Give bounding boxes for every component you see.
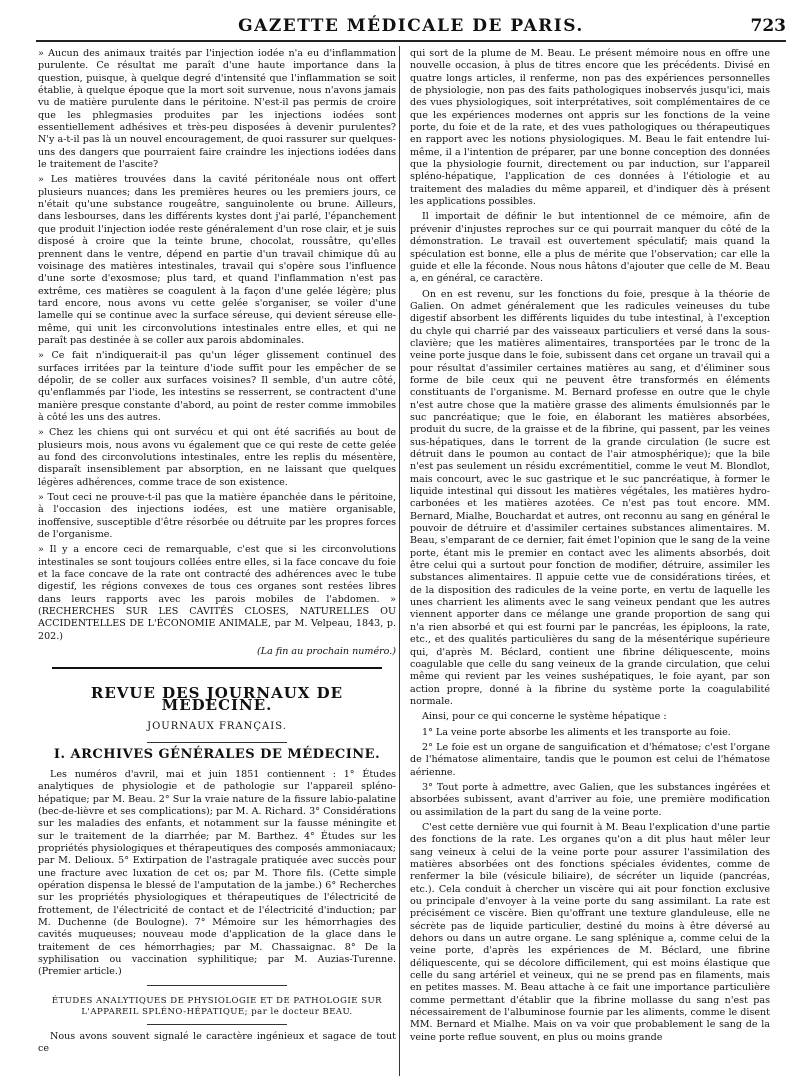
paragraph: Nous avons souvent signalé le caractère ingénieux et sagace de tout ce (38, 1030, 396, 1055)
paragraph: On en est revenu, sur les fonctions du foie, presque à la théorie de Galien. On admet généralement que les radicules veineuses du tube digestif absorbent les différents liquides du tube intestinal, à l'exception du chyle qui charrié par des vaisseaux particuliers et versé dans la sous-clavière; que les matières alimentaires, transportées par le tronc de la veine porte jusque dans le foie, subissent dans cet organe un travail qui a pour résultat d'assimiler certaines matières au sang, et d'éliminer sous forme de bile ceux qui ne peuvent être transformés en éléments constituants de l'organisme. M. Bernard professe en outre que le chyle n'est autre chose que la matière grasse des aliments émulsionnés par le suc pancréatique; que le foie, en élaborant les matières absorbées, produit du sucre, de la graisse et de la fibrine, qui passent, par les veines sus-hépatiques, dans le torrent de la grande circulation (le sucre est détruit dans le poumon au contact de l'air atmosphérique); que la bile n'est pas seulement un résidu excrémentitiel, comme le veut M. Blondlot, mais concourt, avec le suc gastrique et le suc pancréatique, à former le liquide intestinal qui dissout les matières végétales, les matières hydro-carbonées et les matières azotées. Ce n'est pas tout encore. MM. Bernard, Mialhe, Bouchardat et autres, ont reconnu au sang en général le pouvoir de détruire et d'assimiler certaines substances alimentaires. M. Beau, s'emparant de ce dernier, fait émet l'opinion que le sang de la veine porte, étant mis le premier en contact avec les aliments absorbés, doit être celui qui a surtout pour fonction de modifier, détruire, assimiler les substances alimentaires. Il appuie cette vue de considérations tirées, et de la disposition des radicules de la veine porte, en vertu de laquelle les unes charrient les aliments avec le sang veineux pendant que les autres viennent apporter dans ce mélange une grande proportion de sang qui n'a rien absorbé et qui est fourni par le pancréas, les épiploons, la rate, etc., et des qualités particulières du sang de la mésentérique supérieure qui, d'après M. Béclard, contient une fibrine déliquescente, moins coagulable que celle du sang veineux de la grande circulation, que celui même qui revient par les veines sushépatiques, le foie ayant, par son action propre, donné à la fibrine du système porte la coagulabilité normale. (410, 288, 770, 707)
page-number: 723 (750, 16, 786, 36)
paragraph: C'est cette dernière vue qui fournit à M. Beau l'explication d'une partie des fonctions de la rate. Les organes qu'on a dit plus haut mêler leur sang veineux à celui de la veine porte pour assurer l'assimilation des matières absorbées ont des fonctions spéciales évidentes, comme de renfermer la bile (vésicule biliaire), de sécréter un liquide (pancréas, etc.). Cela conduit à chercher un viscère qui ait pour fonction exclusive ou principale d'envoyer à la veine porte du sang assimilant. La rate est précisément ce viscère. Bien qu'offrant une texture glanduleuse, elle ne sécrète pas de liquide particulier, destiné du moins à être déversé au dehors ou dans un autre organe. Le sang splénique a, comme celui de la veine porte, d'après les expériences de M. Béclard, une fibrine déliquescente, qui se décolore difficilement, qui est moins élastique que celle du sang artériel et veineux, qui ne se prend pas en filaments, mais en petites masses. M. Beau attache à ce fait une importance particulière comme permettant d'établir que la fibrine mollasse du sang n'est pas nécessairement de l'albuminose fournie par les aliments, comme le disent MM. Bernard et Mialhe. Mais on va voir que probablement le sang de la veine porte reflue souvent, en plus ou moins grande (410, 821, 770, 1043)
paragraph: » Tout ceci ne prouve-t-il pas que la matière épanchée dans le péritoine, à l'occasion des injections iodées, est une matière organisable, inoffensive, susceptible d'être résorbée ou détruite par les propres forces de l'organisme. (38, 492, 396, 541)
paragraph: Ainsi, pour ce qui concerne le système hépatique : (422, 711, 667, 723)
journal-title: I. ARCHIVES GÉNÉRALES DE MÉDECINE. (53, 746, 381, 762)
page-header (36, 10, 786, 42)
right-column (410, 48, 770, 1047)
section-divider (52, 667, 382, 669)
list-item: 2° Le foie est un organe de sanguification et d'hématose; c'est l'organe de l'hématose alimentaire, tandis que le poumon est celui de l'hématose aérienne. (410, 741, 770, 778)
divider (147, 1024, 287, 1025)
divider (147, 985, 287, 986)
paragraph: » Aucun des animaux traités par l'injection iodée n'a eu d'inflammation purulente. Ce résultat me paraît d'une haute importance dans la question, puisque, à quelque degré d'intensité que l'inflammation se soit établie, à quelque époque que la mort soit survenue, nous n'avons jamais vu de matière purulente dans le péritoine. N'est-il pas permis de croire que les phlegmasies produites par les injections iodées sont essentiellement adhésives et très-peu disposées à devenir purulentes? N'y a-t-il pas là un nouvel encouragement, de quoi rassurer sur quelques-uns des dangers que pourraient faire craindre les injections iodées dans le traitement de l'ascite? (38, 48, 396, 171)
paragraph: » Ce fait n'indiquerait-il pas qu'un léger glissement continuel des surfaces irritées par la teinture d'iode suffit pour les empêcher de se dépolir, de se coller aux surfaces voisines? Il semble, d'un autre côté, qu'enflammés par l'iode, les intestins se resserrent, se contractent d'une manière presque constante d'abord, au point de rester comme immobiles à côté les uns des autres. (38, 350, 396, 423)
paragraph: » Chez les chiens qui ont survécu et qui ont été sacrifiés au bout de plusieurs mois, nous avons vu également que ce qui reste de cette gelée au fond des circonvolutions intestinales, entre les replis du mésentère, disparaît insensiblement par absorption, en ne laissant que quelques légères adhérences, comme trace de son existence. (38, 427, 396, 488)
paragraph: » Les matières trouvées dans la cavité péritonéale nous ont offert plusieurs nuances; dans les premières heures ou les premiers jours, ce n'était qu'une substance rougeâtre, sanguinolente ou brune. Ailleurs, dans lesbourses, dans les différents kystes dont j'ai parlé, l'épanchement que produit l'injection iodée reste généralement d'un rose clair, et je suis disposé à croire que la teinte brune, chocolat, roussâtre, qu'elles prennent dans le ventre, dépend en partie d'un travail chimique dû au voisinage des matières intestinales, travail qui s'opère sous l'influence d'une sorte d'exosmose; plus tard, et quand l'inflammation n'est pas extrême, ces matières se coagulent à la façon d'une gelée légère; plus tard encore, nous avons vu cette gelée s'organiser, se voiler d'une lamelle qui se continue avec la surface séreuse, qui devient séreuse elle-même, qui unit les circonvolutions intestinales entre elles, et qui ne paraît pas destinée à se coller aux parois abdominales. (38, 174, 396, 346)
list-item: 3° Tout porte à admettre, avec Galien, que les substances ingérées et absorbées subissent, avant d'arriver au foie, une première modification ou assimilation de la part du sang de la veine porte. (410, 781, 770, 818)
section-title: REVUE DES JOURNAUX DE MÉDECINE. (90, 683, 344, 714)
divider (147, 742, 287, 743)
subsection-title: JOURNAUX FRANÇAIS. (147, 721, 287, 733)
continuation-note: (La fin au prochain numéro.) (257, 646, 396, 658)
left-column (38, 48, 396, 1058)
paragraph: qui sort de la plume de M. Beau. Le présent mémoire nous en offre une nouvelle occasion, à plus de titres encore que les précédents. Divisé en quatre longs articles, il renferme, non pas des expériences personnelles de physiologie, non pas des faits pathologiques inobservés jusqu'ici, mais des vues physiologiques, soit interprétatives, soit complémentaires de ce que les expériences modernes ont appris sur les fonctions de la veine porte, du foie et de la rate, et des vues pathologiques ou thérapeutiques en rapport avec les notions physiologiques. M. Beau le fait entendre lui-même, il a l'intention de préparer, par une bonne conception des données que la physiologie fournit, directement ou par induction, sur l'appareil spléno-hépatique, l'application de ces données à l'étiologie et au traitement des maladies du même appareil, et d'indiquer dès à présent les applications possibles. (410, 48, 770, 208)
column-divider (399, 46, 400, 1076)
article-title: ÉTUDES ANALYTIQUES DE PHYSIOLOGIE ET DE PATHOLOGIE SUR L'APPAREIL SPLÉNO-HÉPATIQUE; par le docteur BEAU. (51, 995, 383, 1017)
running-title: GAZETTE MÉDICALE DE PARIS. (238, 16, 584, 36)
paragraph: Les numéros d'avril, mai et juin 1851 contiennent : 1° Études analytiques de physiologie et de pathologie sur l'appareil spléno-hépatique; par M. Beau. 2° Sur la vraie nature de la fissure labio-palatine (bec-de-lièvre et ses complications); par M. A. Richard. 3° Considérations sur les maladies des enfants, et notamment sur la fausse méningite et sur le traitement de la diarrhée; par M. Barthez. 4° Études sur les propriétés physiologiques et thérapeutiques des composés ammoniacaux; par M. Delioux. 5° Extirpation de l'astragale pratiquée avec succès pour une fracture avec luxation de cet os; par M. Thore fils. (Cette simple opération dispensa le blessé de l'amputation de la jambe.) 6° Recherches sur les propriétés physiologiques et thérapeutiques de l'électricité de frottement, de l'électricité de contact et de l'électricité d'induction; par M. Duchenne (de Boulogne). 7° Mémoire sur les hémorrhagies des cavités muqueuses; nouveau mode d'application de la glace dans le traitement de ces hémorrhagies; par M. Chassaignac. 8° De la syphilisation ou vaccination syphilitique; par M. Auzias-Turenne. (Premier article.) (38, 768, 396, 978)
paragraph: » Il y a encore ceci de remarquable, c'est que si les circonvolutions intestinales se sont toujours collées entre elles, si la face concave du foie et la face concave de la rate ont contracté des adhérences avec le tube digestif, les régions convexes de tous ces organes sont restées libres dans leurs rapports avec les parois mobiles de l'abdomen. » (RECHERCHES SUR LES CAVITÉS CLOSES, NATURELLES OU ACCIDENTELLES DE L'ÉCONOMIE ANIMALE, par M. Velpeau, 1843, p. 202.) (38, 544, 396, 642)
list-item: 1° La veine porte absorbe les aliments et les transporte au foie. (422, 726, 731, 738)
paragraph: Il importait de définir le but intentionnel de ce mémoire, afin de prévenir d'injustes reproches sur ce qui pourrait manquer du côté de la démonstration. Le travail est ouvertement spéculatif; mais quand la spéculation est bonne, elle a plus de mérite que l'observation; car elle la guide et elle la féconde. Nous nous hâtons d'ajouter que celle de M. Beau a, en général, ce caractère. (410, 211, 770, 285)
